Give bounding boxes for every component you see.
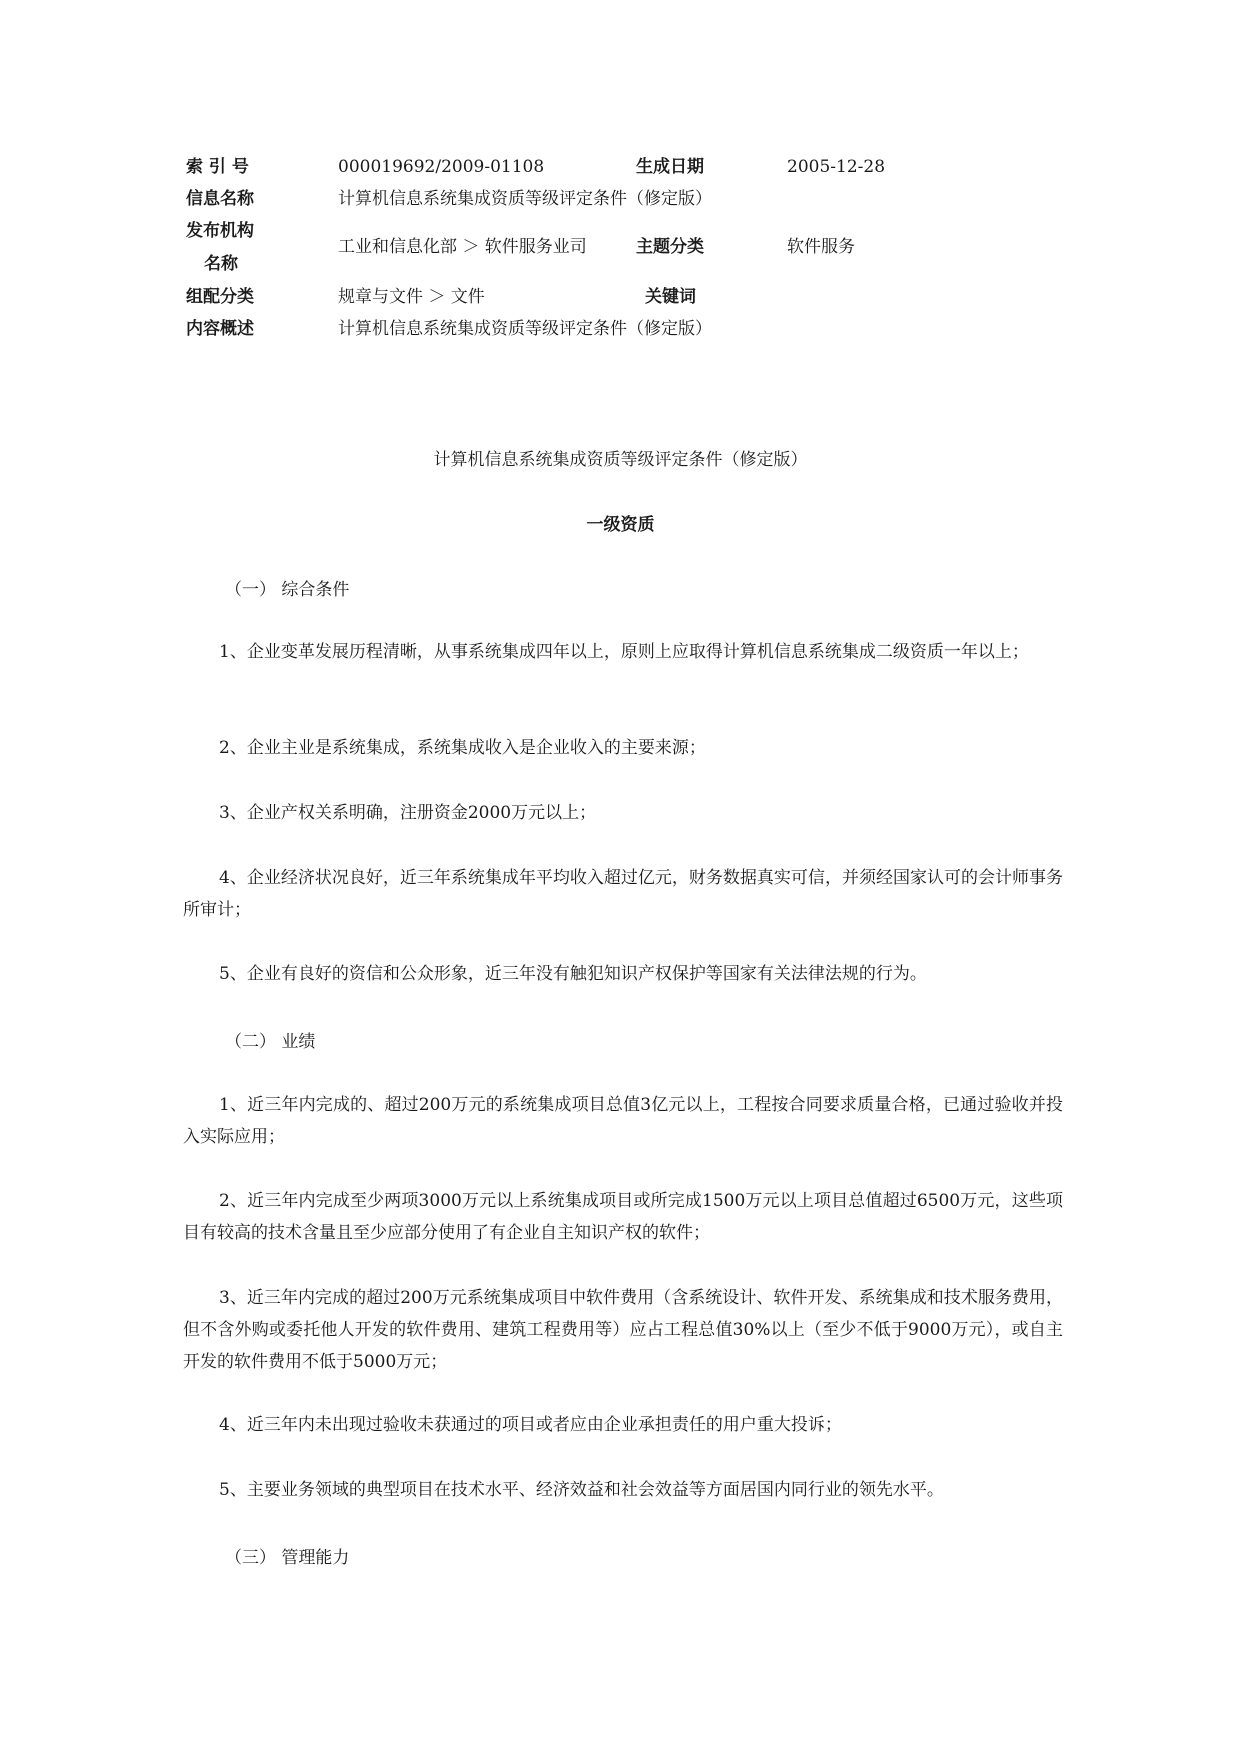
publisher-label-line1: 发布机构 <box>186 221 254 241</box>
topic-label: 主题分类 <box>636 237 704 257</box>
summary-value: 计算机信息系统集成资质等级评定条件（修定版） <box>338 319 712 339</box>
category-value: 规章与文件 ＞ 文件 <box>338 287 485 307</box>
publisher-label-line2: 名称 <box>204 254 238 274</box>
name-value: 计算机信息系统集成资质等级评定条件（修定版） <box>338 189 712 209</box>
section-heading: （三） 管理能力 <box>225 1548 350 1568</box>
list-item: 4、近三年内未出现过验收未获通过的项目或者应由企业承担责任的用户重大投诉； <box>219 1415 842 1435</box>
list-item: 5、主要业务领域的典型项目在技术水平、经济效益和社会效益等方面居国内同行业的领先水平。 <box>219 1480 944 1500</box>
level-heading: 一级资质 <box>586 515 655 535</box>
topic-value: 软件服务 <box>787 237 855 257</box>
section-heading: （一） 综合条件 <box>225 580 350 600</box>
summary-label: 内容概述 <box>186 319 254 339</box>
list-item: 4、企业经济状况良好，近三年系统集成年平均收入超过亿元，财务数据真实可信，并须经国家认可的会计师事务所审计； <box>183 868 1063 920</box>
list-item: 1、近三年内完成的、超过200万元的系统集成项目总值3亿元以上，工程按合同要求质量合格，已通过验收并投入实际应用； <box>183 1095 1063 1147</box>
list-item: 3、近三年内完成的超过200万元系统集成项目中软件费用（含系统设计、软件开发、系统集成和技术服务费用，但不含外购或委托他人开发的软件费用、建筑工程费用等）应占工程总值30%以上（至少不低于9000万元），或自主开发的软件费用不低于5000万元； <box>183 1288 1063 1372</box>
index-label: 索 引 号 <box>186 157 249 177</box>
index-value: 000019692/2009-01108 <box>338 157 545 177</box>
name-label: 信息名称 <box>186 189 254 209</box>
list-item: 2、近三年内完成至少两项3000万元以上系统集成项目或所完成1500万元以上项目总值超过6500万元，这些项目有较高的技术含量且至少应部分使用了有企业自主知识产权的软件； <box>183 1191 1063 1243</box>
document-title: 计算机信息系统集成资质等级评定条件（修定版） <box>433 450 808 470</box>
publisher-value: 工业和信息化部 ＞ 软件服务业司 <box>338 237 587 257</box>
list-item: 5、企业有良好的资信和公众形象，近三年没有触犯知识产权保护等国家有关法律法规的行为。 <box>219 964 927 984</box>
list-item: 1、企业变革发展历程清晰，从事系统集成四年以上，原则上应取得计算机信息系统集成二级资质一年以上； <box>219 642 1029 662</box>
date-value: 2005-12-28 <box>787 157 886 177</box>
keyword-label: 关键词 <box>645 287 696 307</box>
category-label: 组配分类 <box>186 287 254 307</box>
section-heading: （二） 业绩 <box>225 1032 316 1052</box>
date-label: 生成日期 <box>636 157 704 177</box>
list-item: 3、企业产权关系明确，注册资金2000万元以上； <box>219 803 597 823</box>
list-item: 2、企业主业是系统集成，系统集成收入是企业收入的主要来源； <box>219 738 706 758</box>
